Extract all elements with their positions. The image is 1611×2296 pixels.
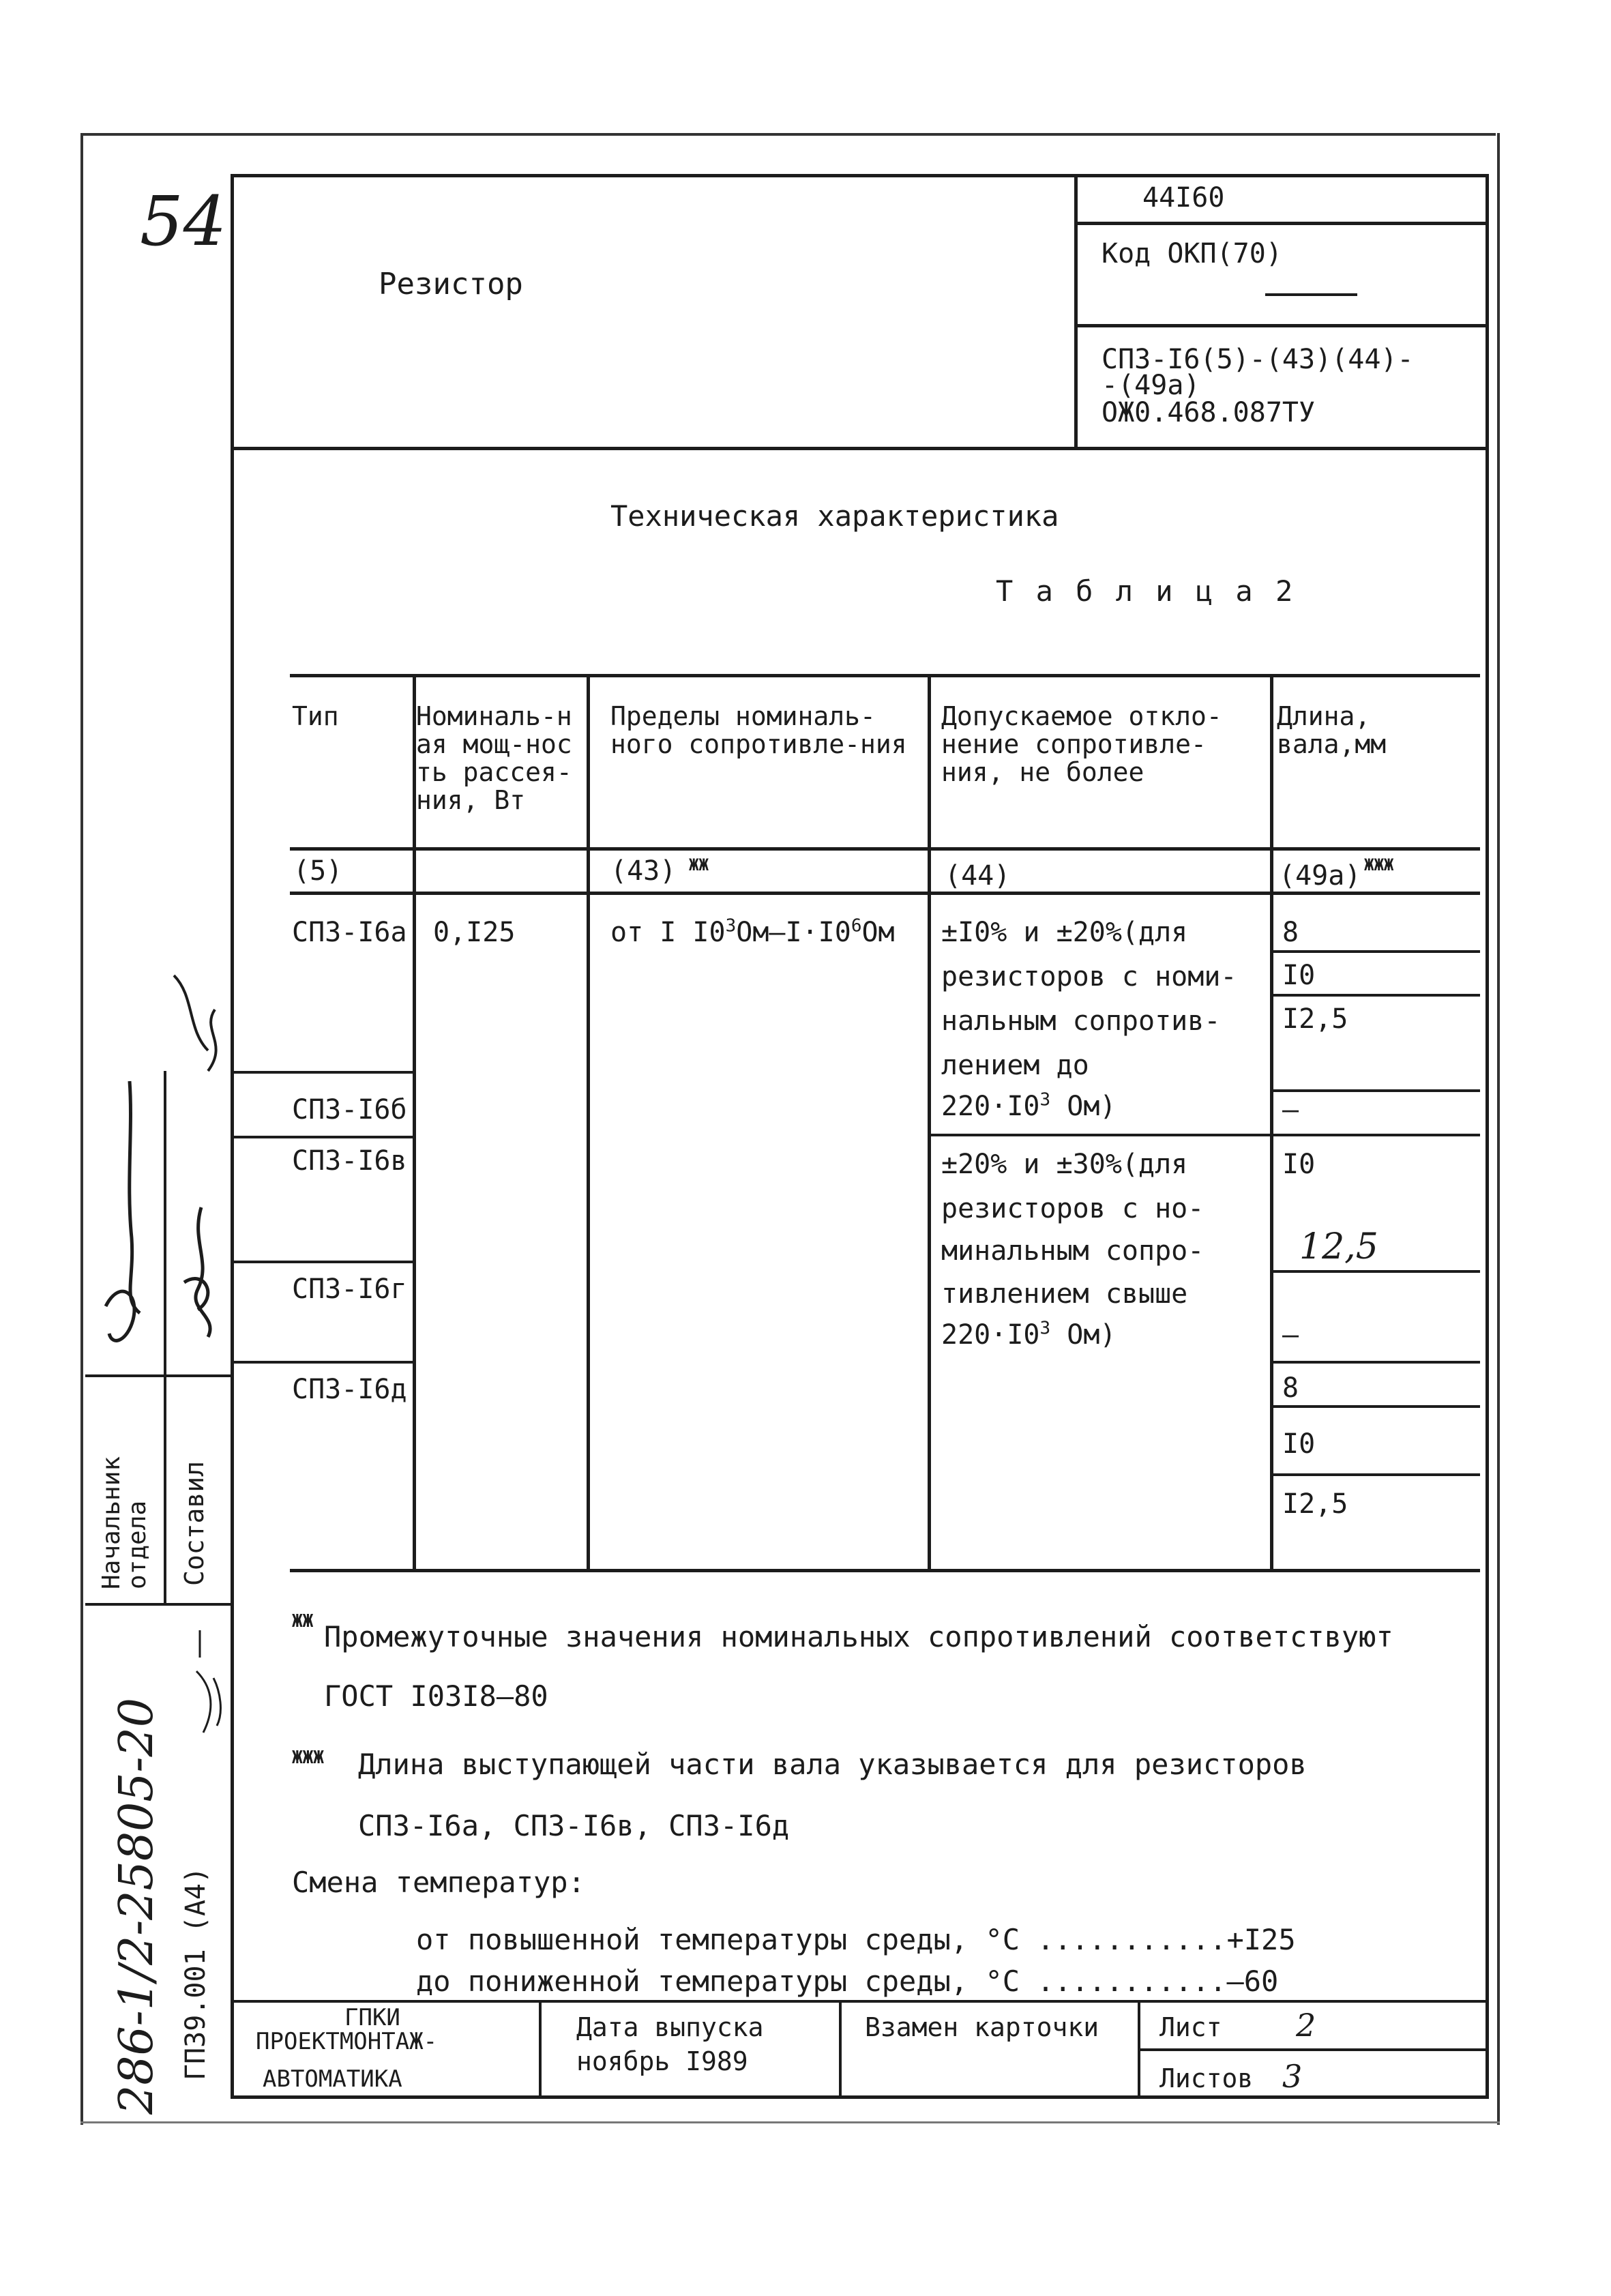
table-caption: Т а б л и ц а 2 (996, 574, 1296, 608)
signature-compiler (171, 1201, 232, 1364)
range-mid: Ом–I·I0 (736, 917, 851, 948)
range-exp-1: 3 (725, 915, 737, 937)
length-value: – (1282, 1094, 1299, 1125)
power-value: 0,I25 (433, 917, 516, 948)
tolerance-2-line-1: ±20% и ±30%(для (941, 1149, 1188, 1180)
table-col-divider-3 (928, 674, 931, 1569)
length-value: 8 (1282, 1372, 1299, 1404)
table-col-divider-2 (587, 674, 590, 1569)
tolerance-1-line-2: резисторов с номи- (941, 961, 1237, 992)
temperature-high-value: +I25 (1226, 1923, 1296, 1956)
card-right-border (1486, 174, 1489, 2098)
length-rule-4 (1270, 1270, 1480, 1273)
col-header-range: Пределы номиналь-ного сопротивле-ния (610, 701, 907, 759)
table-codes-bottom-rule (290, 892, 1480, 895)
type-row-d: СП3-I6д (292, 1374, 407, 1405)
archive-number: 286-1/2-25805-20 (110, 1697, 164, 2115)
type-row-g: СП3-I6г (292, 1274, 407, 1305)
sheet-number: 2 (1296, 2007, 1316, 2044)
length-rule-5 (1270, 1361, 1480, 1364)
org-line-2: ПРОЕКТМОНТАЖ- (256, 2028, 438, 2055)
length-value-handwritten: 12,5 (1299, 1226, 1378, 1267)
table-bottom-rule (290, 1569, 1480, 1572)
tolerance-group-rule (928, 1134, 1480, 1136)
section-title: Техническая характеристика (610, 499, 1059, 533)
table-col-divider-4 (1270, 674, 1273, 1569)
side-stamp-bottom-rule (85, 1603, 232, 1606)
temperature-low-unit: °С (985, 1964, 1020, 1998)
code-tolerance: (44) (945, 860, 1011, 892)
footer-sheet-rule (1138, 2048, 1487, 2051)
outer-bottom-border (80, 2121, 1500, 2123)
signature-mark (167, 969, 235, 1078)
temperature-high-label: от повышенной температуры среды, (416, 1923, 986, 1956)
type-row-rule-1 (231, 1071, 415, 1074)
length-value: 8 (1282, 917, 1299, 948)
product-code: 44I60 (1142, 182, 1225, 214)
compiled-by-label: Составил (179, 1460, 209, 1586)
temperature-low-label: до пониженной температуры среды, (416, 1964, 986, 1998)
length-value: I0 (1282, 960, 1316, 991)
length-rule-2 (1270, 994, 1480, 997)
note-2-line-2: СП3-I6а, СП3-I6в, СП3-I6д (358, 1809, 790, 1842)
range-suffix: Ом (861, 917, 895, 948)
sheets-number: 3 (1282, 2058, 1303, 2095)
signature-chief (92, 1074, 160, 1361)
org-line-3: АВТОМАТИКА (263, 2065, 402, 2093)
tolerance-1-unit: Ом) (1050, 1091, 1117, 1122)
issue-date-label: Дата выпуска (576, 2012, 764, 2042)
outer-top-border (80, 133, 1496, 136)
outer-right-border (1497, 133, 1500, 2125)
tolerance-1-exp: 3 (1039, 1089, 1051, 1110)
sheets-label: Листов (1159, 2063, 1254, 2093)
temperature-low (416, 1964, 1279, 1998)
temperature-high-unit: °С (985, 1923, 1020, 1956)
type-row-rule-3 (231, 1261, 415, 1263)
temperature-title: Смена температур: (292, 1866, 585, 1899)
code-length: (49а) (1279, 860, 1361, 892)
table-codes-top-rule (290, 847, 1480, 851)
org-line-1: ГПКИ (344, 2004, 400, 2031)
type-row-a: СП3-I6а (292, 917, 407, 948)
chief-of-department-label: Начальник отдела (98, 1456, 151, 1589)
tolerance-2-line-5 (941, 1320, 1116, 1350)
col-header-type: Тип (292, 701, 339, 731)
length-value: I0 (1282, 1428, 1316, 1460)
designation-line-1: СП3-I6(5)-(43)(44)- (1102, 344, 1414, 375)
type-row-rule-4 (231, 1361, 415, 1364)
tolerance-1-line-4: лением до (941, 1050, 1089, 1081)
length-rule-6 (1270, 1405, 1480, 1408)
range-value (610, 917, 895, 947)
sheet-label: Лист (1159, 2012, 1222, 2042)
product-name: Резистор (379, 267, 523, 301)
col-header-tolerance: Допускаемое откло-нение сопротивле-ния, не более (941, 701, 1222, 787)
code-range: (43) (610, 855, 677, 887)
range-exp-2: 6 (851, 915, 862, 937)
header-separator (231, 447, 1489, 450)
spec-number: ОЖ0.468.087ТУ (1102, 397, 1316, 428)
temperature-low-value: –60 (1226, 1964, 1279, 1998)
form-code: ГП39.001 (А4) (180, 1866, 211, 2080)
designation-line-2: -(49а) (1102, 370, 1200, 401)
length-value: – (1282, 1319, 1299, 1351)
type-row-v: СП3-I6в (292, 1145, 407, 1177)
note-1-mark: ЖЖ (292, 1611, 314, 1632)
tolerance-1-line-1: ±I0% и ±20%(для (941, 917, 1188, 948)
temperature-high (416, 1925, 1296, 1955)
note-2-mark: ЖЖЖ (292, 1748, 324, 1768)
signature-small (190, 1623, 231, 1739)
length-value: I2,5 (1282, 1003, 1348, 1035)
okp-code-blank-line (1265, 293, 1357, 296)
page-number-handwritten: 54 (140, 181, 227, 261)
type-row-b: СП3-I6б (292, 1094, 407, 1125)
length-value: I0 (1282, 1149, 1316, 1180)
card-top-border (231, 174, 1489, 177)
code-range-mark: ЖЖ (689, 855, 709, 874)
footer-divider-2 (839, 2000, 842, 2098)
replaces-card-label: Взамен карточки (865, 2012, 1099, 2042)
length-rule-1 (1270, 950, 1480, 953)
side-stamp-divider (164, 1071, 166, 1603)
side-stamp-top-rule (85, 1374, 232, 1377)
tolerance-2-value: 220·I0 (941, 1319, 1040, 1351)
temperature-high-dots: ........... (1020, 1923, 1227, 1956)
footer-top-rule (231, 2000, 1489, 2003)
note-1-line-2: ГОСТ I03I8–80 (324, 1679, 548, 1713)
temperature-low-dots: ........... (1020, 1964, 1227, 1998)
code-length-mark: ЖЖЖ (1364, 855, 1394, 874)
tolerance-2-line-3: минальным сопро- (941, 1235, 1204, 1267)
tolerance-2-unit: Ом) (1050, 1319, 1117, 1351)
tolerance-2-line-4: тивлением свыше (941, 1278, 1188, 1310)
header-right-line-1 (1074, 222, 1487, 225)
code-type: (5) (293, 855, 343, 887)
range-prefix: от I I0 (610, 917, 726, 948)
footer-bottom-rule (231, 2095, 1489, 2099)
header-divider (1074, 174, 1078, 447)
col-header-length: Длина, вала,мм (1277, 701, 1387, 759)
tolerance-2-line-2: резисторов с но- (941, 1193, 1204, 1224)
tolerance-1-line-5 (941, 1091, 1116, 1121)
outer-left-border (80, 133, 83, 2125)
tolerance-1-value: 220·I0 (941, 1091, 1040, 1122)
tolerance-2-exp: 3 (1039, 1318, 1051, 1339)
length-value: I2,5 (1282, 1488, 1348, 1520)
okp-code-label: Код ОКП(70) (1102, 238, 1282, 269)
length-rule-3 (1270, 1089, 1480, 1092)
header-right-line-2 (1074, 324, 1487, 327)
note-1-line-1: Промежуточные значения номинальных сопротивлений соответствуют (324, 1620, 1393, 1653)
col-header-power: Номиналь-ная мощ-ность рассея-ния, Вт (416, 701, 572, 815)
table-top-rule (290, 674, 1480, 677)
tolerance-1-line-3: нальным сопротив- (941, 1005, 1221, 1037)
issue-date: ноябрь I989 (576, 2046, 748, 2076)
note-2-line-1: Длина выступающей части вала указывается для резисторов (358, 1748, 1307, 1781)
length-rule-7 (1270, 1473, 1480, 1476)
type-row-rule-2 (231, 1136, 415, 1138)
